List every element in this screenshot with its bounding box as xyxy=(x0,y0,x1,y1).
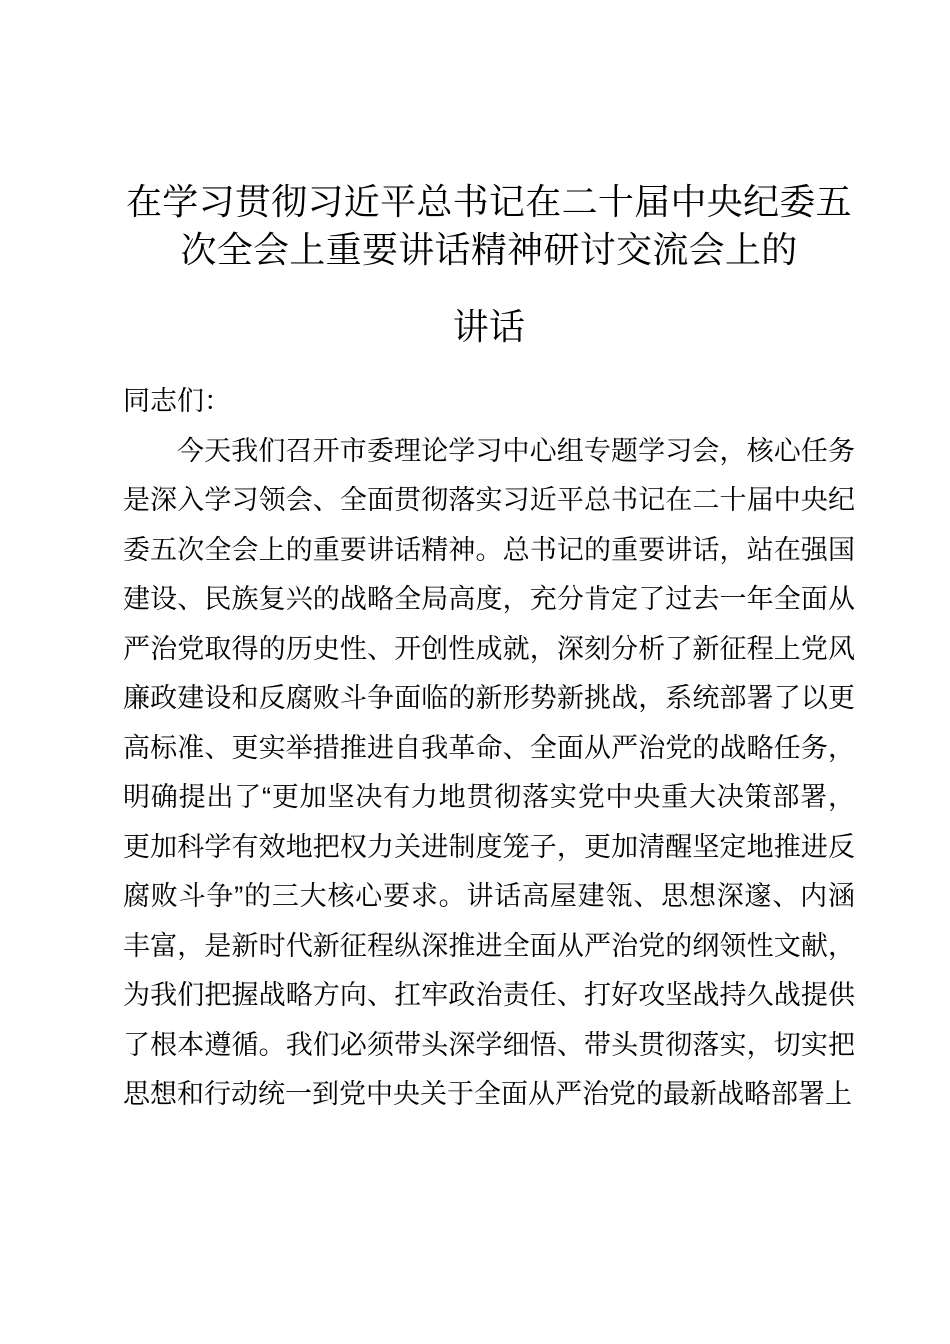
document-content xyxy=(123,0,855,1120)
document-title-line-1: 在学习贯彻习近平总书记在二十届中央纪委五 xyxy=(125,181,852,222)
salutation-text: 同志们： xyxy=(123,386,231,416)
document-title-line-3: 讲话 xyxy=(452,306,526,347)
document-title-line-2: 次全会上重要讲话精神研讨交流会上的 xyxy=(180,229,798,270)
document-body xyxy=(123,377,855,1120)
document-title xyxy=(123,178,855,351)
body-paragraph: 今天我们召开市委理论学习中心组专题学习会，核心任务是深入学习领会、全面贯彻落实习近平总书记在二十届中央纪委五次全会上的重要讲话精神。总书记的重要讲话，站在强国建设、民族复兴的战略全局高度，充分肯定了过去一年全面从严治党取得的历史性、开创性成就，深刻分析了新征程上党风廉政建设和反腐败斗争面临的新形势新挑战，系统部署了以更高标准、更实举措推进自我革命、全面从严治党的战略任务，明确提出了“更加坚决有力地贯彻落实党中央重大决策部署，更加科学有效地把权力关进制度笼子，更加清醒坚定地推进反腐败斗争”的三大核心要求。讲话高屋建瓴、思想深邃、内涵丰富，是新时代新征程纵深推进全面从严治党的纲领性文献，为我们把握战略方向、扛牢政治责任、打好攻坚战持久战提供了根本遵循。我们必须带头深学细悟、带头贯彻落实，切实把思想和行动统一到党中央关于全面从严治党的最新战略部署上 xyxy=(123,435,855,1109)
